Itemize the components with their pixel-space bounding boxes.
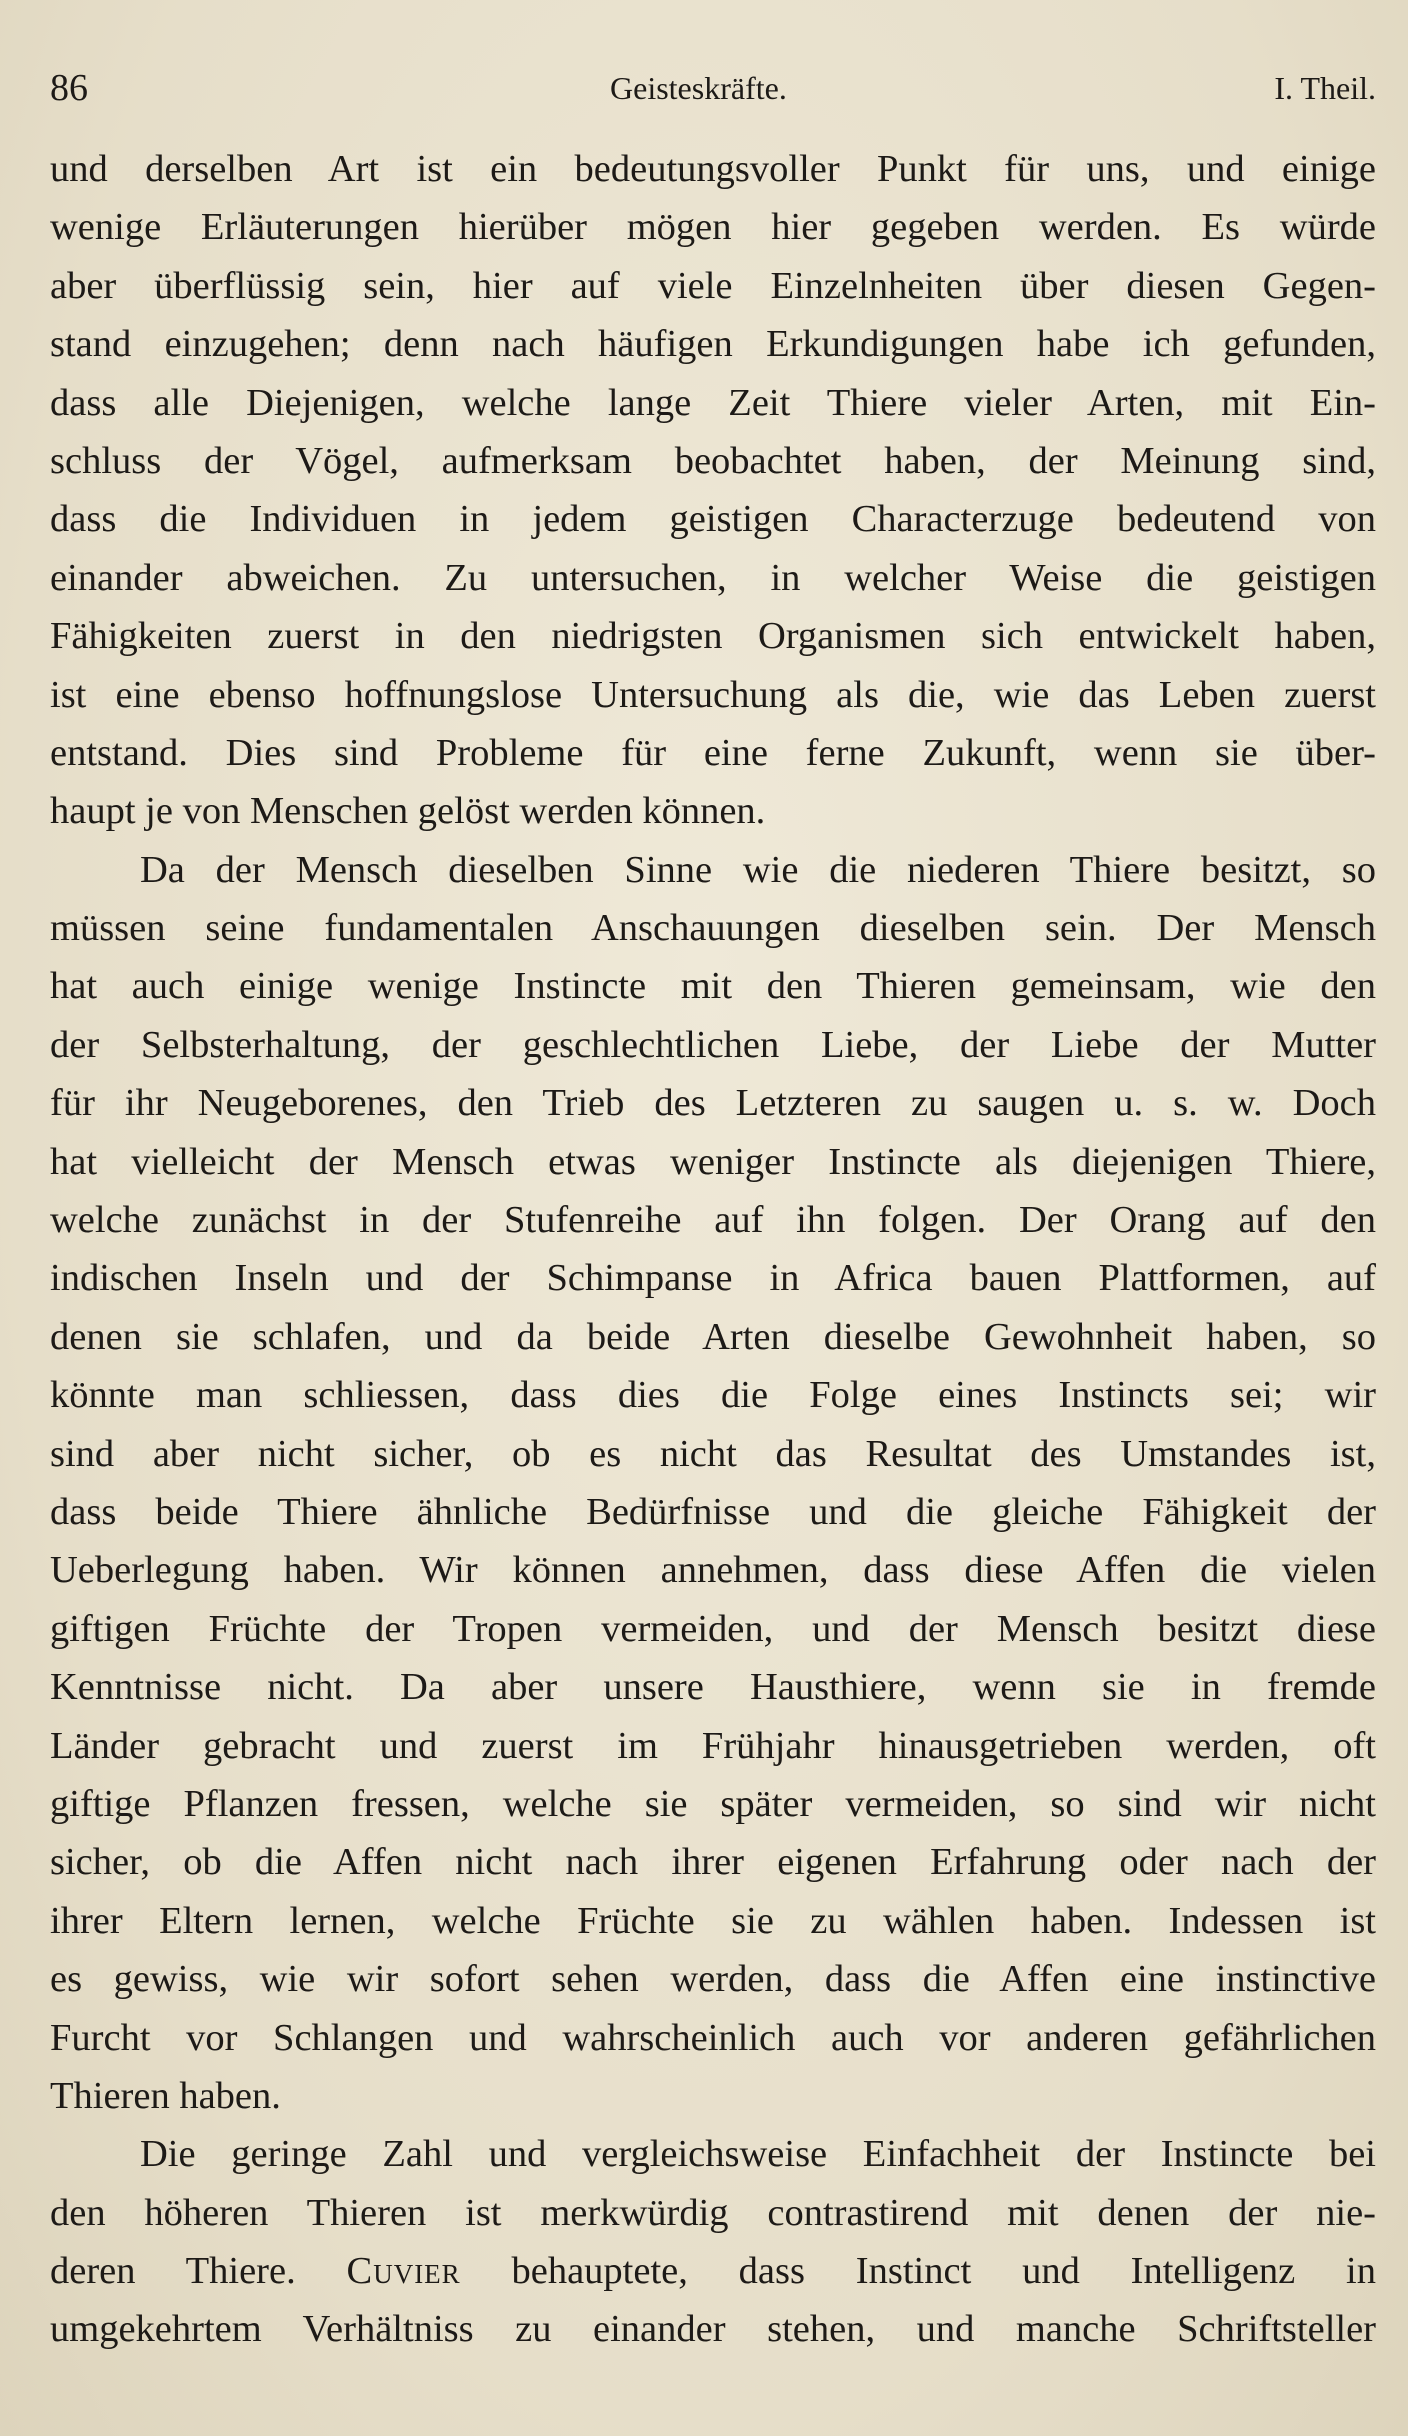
text-line: einander abweichen. Zu untersuchen, in welcher Weise die geistigen [50,556,1376,599]
paragraph-2 [50,841,1376,2126]
section-label: I. Theil. [1274,70,1376,106]
text-line: Fähigkeiten zuerst in den niedrigsten Organismen sich entwickelt haben, [50,615,1376,658]
running-title: Geisteskräfte. [610,70,787,106]
text-line: umgekehrtem Verhältniss zu einander stehen, und manche Schriftsteller [50,2308,1376,2351]
text-line: schluss der Vögel, aufmerksam beobachtet haben, der Meinung sind, [50,439,1376,482]
text-line: Da der Mensch dieselben Sinne wie die niederen Thiere besitzt, so [140,848,1376,891]
paragraph-3 [50,2125,1376,2359]
author-name: Cuvier [346,2250,461,2293]
running-head [50,58,1376,118]
paragraph-1 [50,140,1376,841]
text-line: wenige Erläuterungen hierüber mögen hier gegeben werden. Es würde [50,206,1376,249]
text-line: aber überflüssig sein, hier auf viele Einzelnheiten über diesen Gegen- [50,264,1376,307]
text-line: giftigen Früchte der Tropen vermeiden, und der Mensch besitzt diese [50,1607,1376,1650]
text-line: Kenntnisse nicht. Da aber unsere Hausthiere, wenn sie in fremde [50,1666,1376,1709]
text-line: Thieren haben. [50,2074,281,2117]
text-line: ihrer Eltern lernen, welche Früchte sie zu wählen haben. Indessen ist [50,1899,1376,1942]
text-line: welche zunächst in der Stufenreihe auf ihn folgen. Der Orang auf den [50,1199,1376,1242]
text-line: Länder gebracht und zuerst im Frühjahr hinausgetrieben werden, oft [50,1724,1376,1767]
text-line: Die geringe Zahl und vergleichsweise Einfachheit der Instincte bei [140,2133,1376,2176]
page-number: 86 [50,67,88,109]
text-line: dass beide Thiere ähnliche Bedürfnisse und die gleiche Fähigkeit der [50,1490,1376,1533]
text-line: entstand. Dies sind Probleme für eine ferne Zukunft, wenn sie über- [50,731,1376,774]
text-line: und derselben Art ist ein bedeutungsvoller Punkt für uns, und einige [50,148,1376,190]
text-line: indischen Inseln und der Schimpanse in Africa bauen Plattformen, auf [50,1257,1376,1300]
text-line: hat vielleicht der Mensch etwas weniger Instincte als diejenigen Thiere, [50,1140,1376,1183]
text-line: den höheren Thieren ist merkwürdig contrastirend mit denen der nie- [50,2191,1376,2234]
text-line: denen sie schlafen, und da beide Arten dieselbe Gewohnheit haben, so [50,1315,1376,1358]
text-line: könnte man schliessen, dass dies die Folge eines Instincts sei; wir [50,1374,1376,1417]
text-line: deren Thiere. Cuvier behauptete, dass Instinct und Intelligenz in [50,2250,1377,2293]
text-line: haupt je von Menschen gelöst werden können. [50,790,766,833]
text-line: es gewiss, wie wir sofort sehen werden, dass die Affen eine instinctive [50,1958,1376,2001]
text-line: dass die Individuen in jedem geistigen Characterzuge bedeutend von [50,498,1376,541]
text-line: sind aber nicht sicher, ob es nicht das Resultat des Umstandes ist, [50,1432,1376,1475]
text-line: für ihr Neugeborenes, den Trieb des Letzteren zu saugen u. s. w. Doch [50,1082,1376,1125]
body-text [50,140,1376,2359]
text-line: giftige Pflanzen fressen, welche sie später vermeiden, so sind wir nicht [50,1782,1376,1825]
text-line: stand einzugehen; denn nach häufigen Erkundigungen habe ich gefunden, [50,323,1376,366]
text-line: Ueberlegung haben. Wir können annehmen, dass diese Affen die vielen [50,1549,1376,1592]
text-line: hat auch einige wenige Instincte mit den Thieren gemeinsam, wie den [50,965,1376,1008]
text-line: sicher, ob die Affen nicht nach ihrer eigenen Erfahrung oder nach der [50,1841,1376,1884]
text-line: der Selbsterhaltung, der geschlechtlichen Liebe, der Liebe der Mutter [50,1023,1376,1066]
text-line: dass alle Diejenigen, welche lange Zeit Thiere vieler Arten, mit Ein- [50,381,1376,424]
text-line: ist eine ebenso hoffnungslose Untersuchung als die, wie das Leben zuerst [50,673,1376,716]
text-line: müssen seine fundamentalen Anschauungen dieselben sein. Der Mensch [50,907,1376,950]
text-line: Furcht vor Schlangen und wahrscheinlich auch vor anderen gefährlichen [50,2016,1376,2059]
